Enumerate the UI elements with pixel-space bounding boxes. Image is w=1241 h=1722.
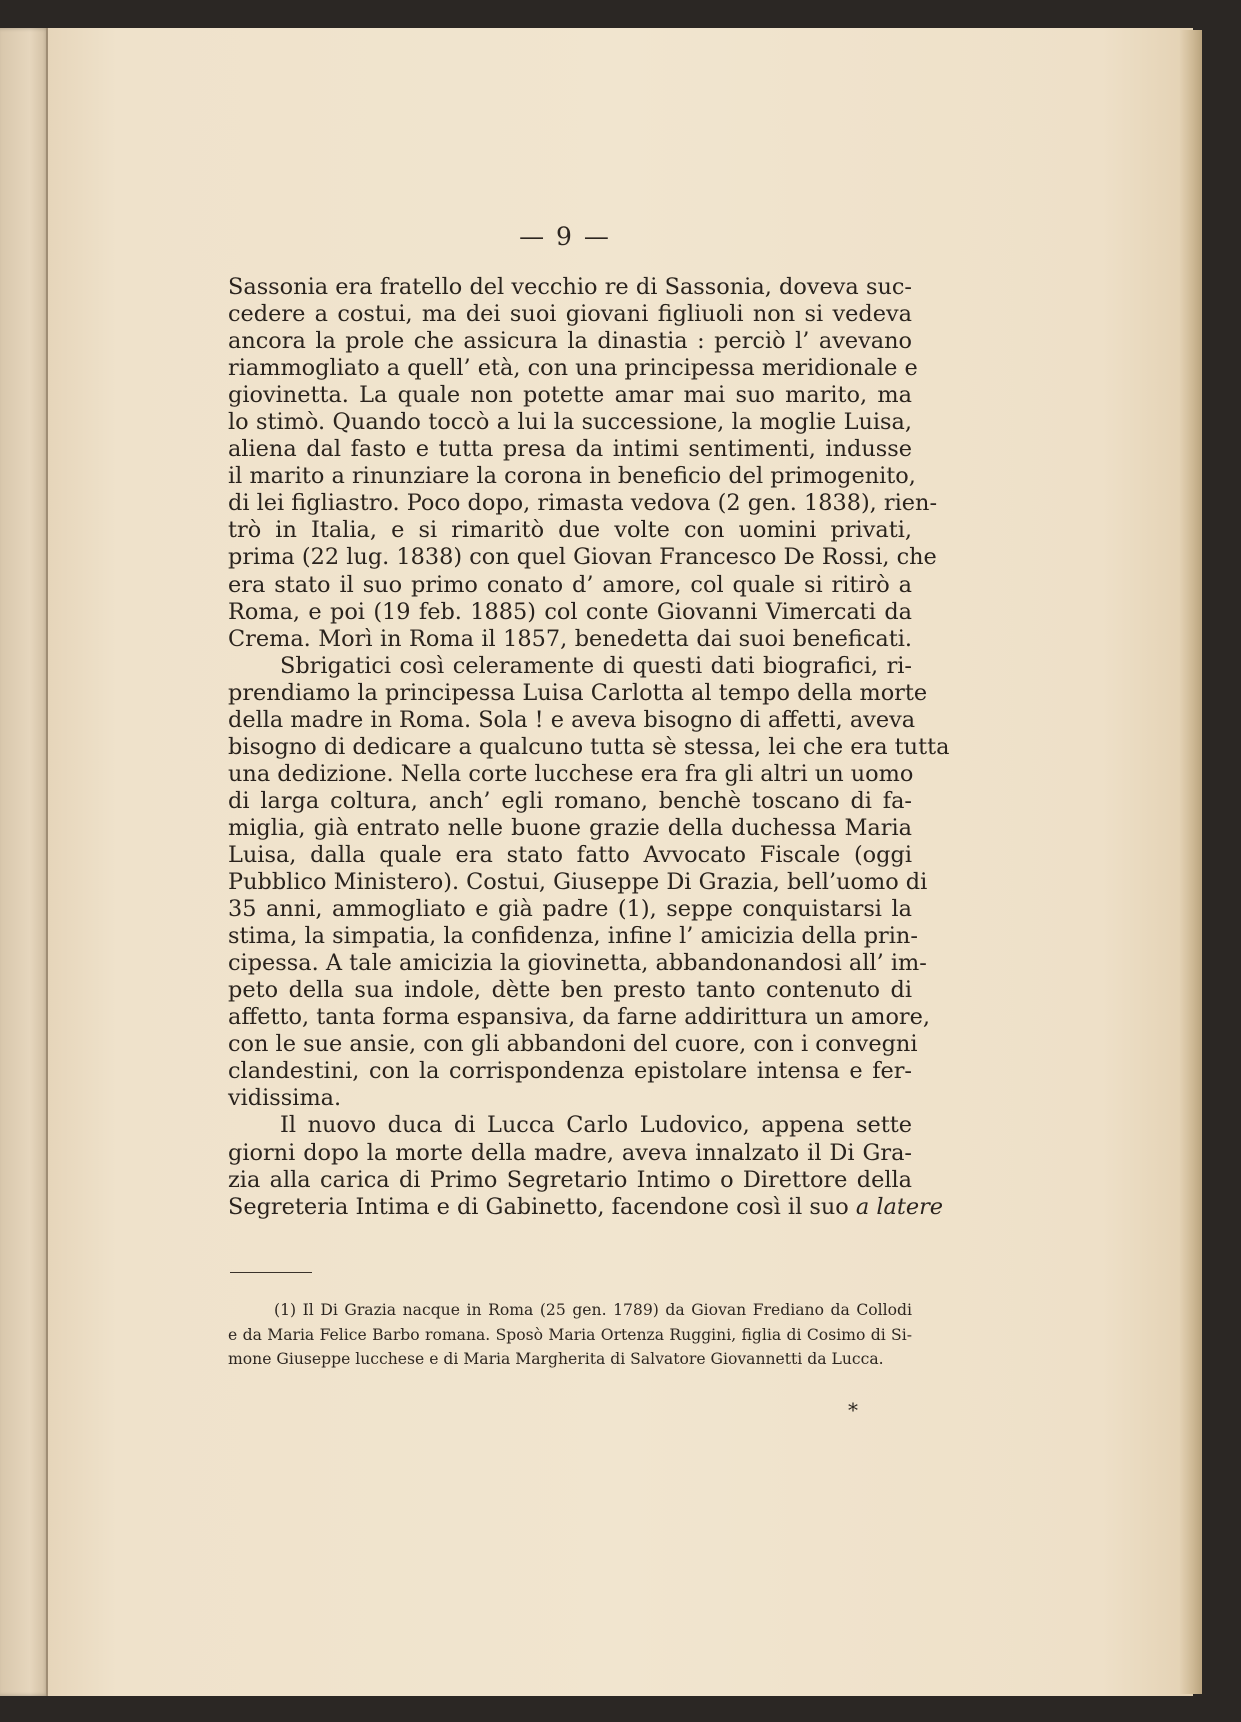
- body-text: [228, 274, 950, 1221]
- text-line: miglia, già entrato nelle buone grazie della duchessa Maria: [228, 814, 912, 841]
- text-line: zia alla carica di Primo Segretario Intimo o Direttore della: [228, 1166, 912, 1193]
- paragraph: [228, 1112, 944, 1220]
- footnote: [228, 1298, 912, 1372]
- text-line: il marito a rinunziare la corona in beneficio del primogenito,: [228, 463, 916, 490]
- text-line: Segreteria Intima e di Gabinetto, facendone così il suo a latere: [228, 1193, 944, 1220]
- text-line: riammogliato a quell’ età, con una principessa meridionale e: [228, 355, 918, 382]
- text-line: con le sue ansie, con gli abbandoni del cuore, con i convegni: [228, 1031, 918, 1058]
- text-line: ancora la prole che assicura la dinastia : perciò l’ avevano: [228, 328, 912, 355]
- footnote-line: mone Giuseppe lucchese e di Maria Margherita di Salvatore Giovannetti da Lucca.: [228, 1350, 884, 1368]
- text-line: cipessa. A tale amicizia la giovinetta, abbandonandosi all’ im-: [228, 950, 927, 977]
- text-line: Luisa, dalla quale era stato fatto Avvocato Fiscale (oggi: [228, 841, 912, 868]
- text-line: era stato il suo primo conato d’ amore, col quale si ritirò a: [228, 571, 912, 598]
- text-line: prima (22 lug. 1838) con quel Giovan Francesco De Rossi, che: [228, 544, 937, 571]
- text-line: affetto, tanta forma espansiva, da farne addirittura un amore,: [228, 1004, 930, 1031]
- text-line: Sbrigatici così celeramente di questi dati biografici, ri-: [280, 652, 912, 679]
- left-page-edge: [0, 28, 50, 1696]
- page-number: — 9 —: [519, 222, 611, 251]
- text-line: cedere a costui, ma dei suoi giovani figliuoli non si vedeva: [228, 301, 912, 328]
- text-line: 35 anni, ammogliato e già padre (1), seppe conquistarsi la: [228, 896, 912, 923]
- footnote-line: (1) Il Di Grazia nacque in Roma (25 gen. 1789) da Giovan Frediano da Collodi: [274, 1301, 912, 1319]
- text-line: aliena dal fasto e tutta presa da intimi sentimenti, indusse: [228, 436, 912, 463]
- text-line: della madre in Roma. Sola ! e aveva bisogno di affetti, aveva: [228, 706, 916, 733]
- text-line: vidissima.: [228, 1085, 342, 1112]
- text-line: una dedizione. Nella corte lucchese era fra gli altri un uomo: [228, 760, 914, 787]
- text-line: clandestini, con la corrispondenza epistolare intensa e fer-: [228, 1058, 912, 1085]
- text-line: lo stimò. Quando toccò a lui la successione, la moglie Luisa,: [228, 409, 912, 436]
- paragraph: [228, 652, 950, 1113]
- gutter-line: [46, 28, 48, 1696]
- text-line: di larga coltura, anch’ egli romano, benchè toscano di fa-: [228, 787, 912, 814]
- text-line: Sassonia era fratello del vecchio re di Sassonia, doveva suc-: [228, 274, 912, 300]
- text-line: Il nuovo duca di Lucca Carlo Ludovico, appena sette: [280, 1112, 912, 1139]
- text-line: di lei figliastro. Poco dopo, rimasta vedova (2 gen. 1838), rien-: [228, 490, 938, 517]
- text-line: trò in Italia, e si rimaritò due volte con uomini privati,: [228, 517, 912, 544]
- text-line: bisogno di dedicare a qualcuno tutta sè stessa, lei che era tutta: [228, 733, 950, 760]
- footnote-line: e da Maria Felice Barbo romana. Sposò Maria Ortenza Ruggini, figlia di Cosimo di Si-: [228, 1325, 912, 1344]
- text-line: giovinetta. La quale non potette amar mai suo marito, ma: [228, 382, 912, 409]
- text-line: giorni dopo la morte della madre, aveva innalzato il Di Gra-: [228, 1139, 912, 1166]
- text-line: prendiamo la principessa Luisa Carlotta al tempo della morte: [228, 679, 928, 706]
- text-line: Crema. Morì in Roma il 1857, benedetta dai suoi beneficati.: [228, 625, 912, 652]
- footnote-rule: [230, 1272, 312, 1273]
- text-line: stima, la simpatia, la confidenza, infine l’ amicizia della prin-: [228, 923, 918, 950]
- text-line: Roma, e poi (19 feb. 1885) col conte Giovanni Vimercati da: [228, 598, 912, 625]
- paragraph: [228, 274, 938, 653]
- text-line: peto della sua indole, dètte ben presto tanto contenuto di: [228, 977, 912, 1004]
- text-line: Pubblico Ministero). Costui, Giuseppe Di Grazia, bell’uomo di: [228, 869, 928, 896]
- right-page-edge: [1180, 30, 1202, 1694]
- signature-mark: *: [848, 1398, 858, 1422]
